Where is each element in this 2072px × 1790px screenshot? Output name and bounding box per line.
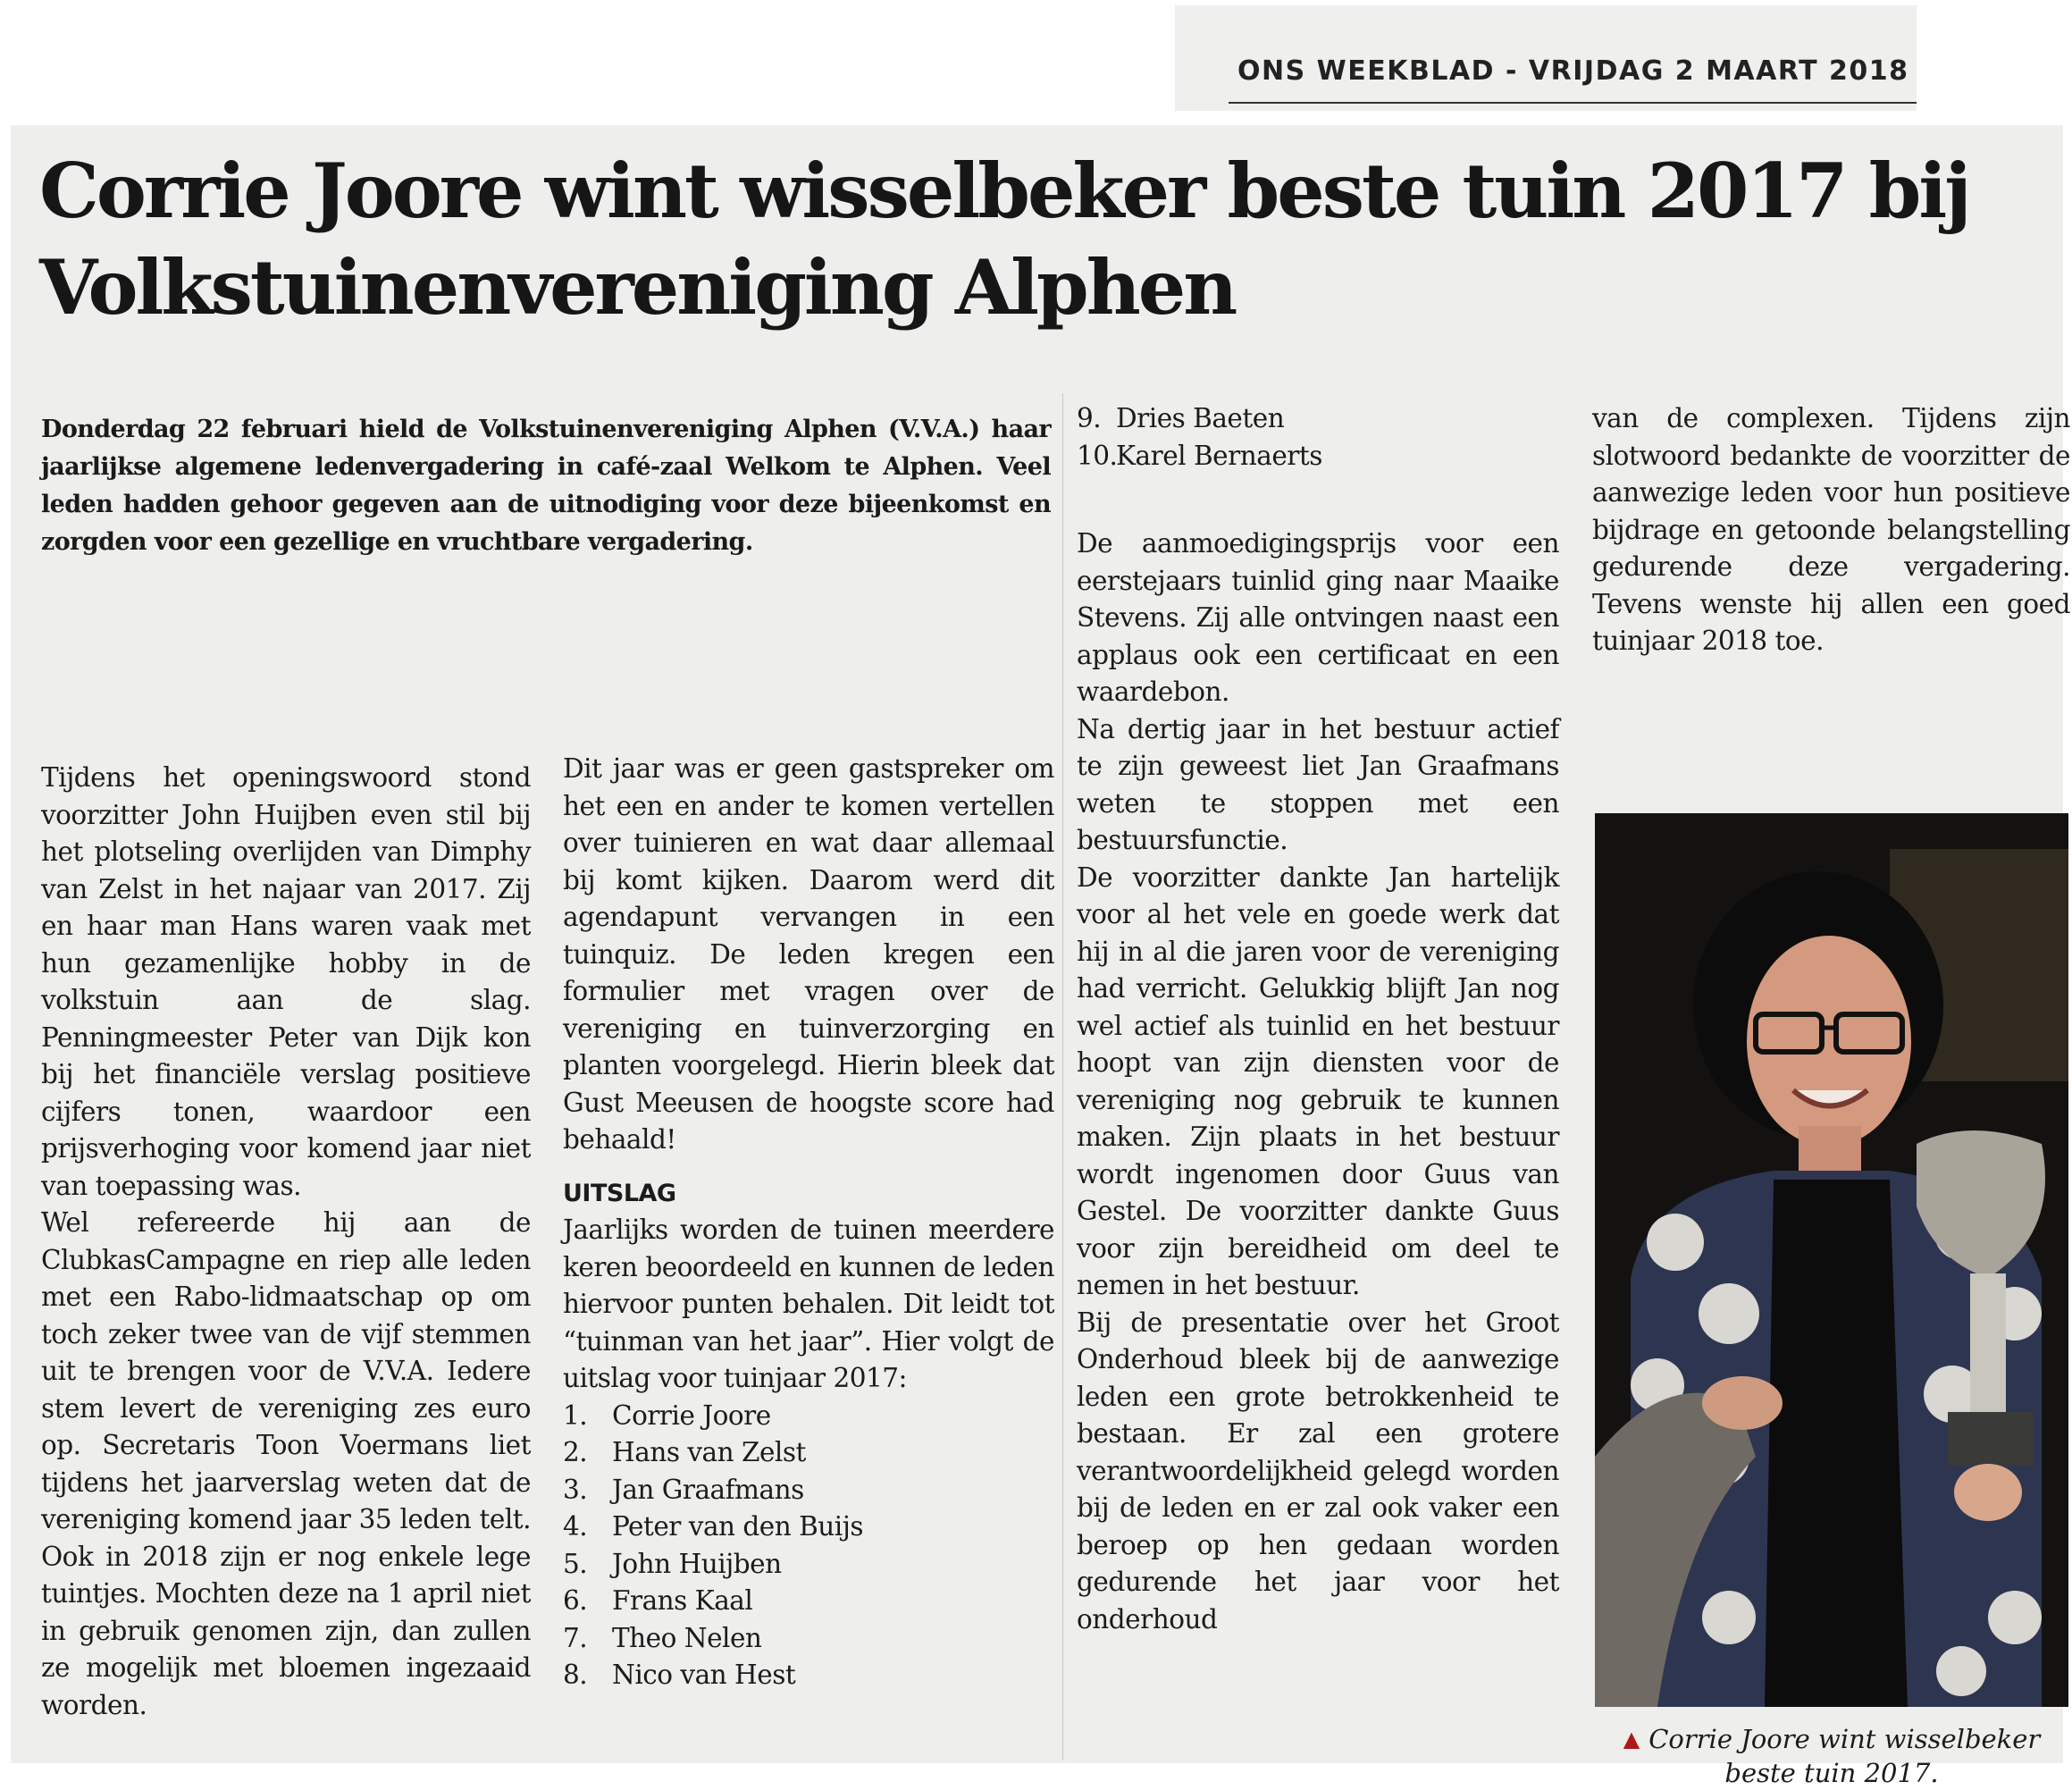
- photo-trophy-stem: [1970, 1273, 2006, 1416]
- masthead: [1175, 5, 1917, 111]
- rank: 9.: [1077, 403, 1102, 433]
- paragraph: De voorzitter dankte Jan hartelijk voor al het vele en goede werk dat hij in al die jaren voor de vereniging had verricht. Gelukkig blijft Jan nog wel actief als tuinlid en het bestuur hoopt van zijn diensten voor de vereniging nog gebruik te kunnen maken. Zijn plaats in het bestuur wordt ingenomen door Guus van Gestel. De voorzitter dankte Guus voor zijn bereidheid om deel te nemen in het bestuur.: [1077, 861, 1559, 1300]
- article-column-3: [1077, 525, 1559, 1638]
- rank: 4.: [563, 1511, 588, 1542]
- paragraph: Jaarlijks worden de tuinen meerdere keren beoordeeld en kunnen de leden hiervoor punten behalen. Dit leidt tot “tuinman van het jaar”. Hier volgt de uitslag voor tuinjaar 2017:: [563, 1214, 1054, 1393]
- standings-list-tail: [1077, 400, 1559, 475]
- list-item: [563, 1583, 1054, 1620]
- list-item: [563, 1657, 1054, 1694]
- gardener-name: Theo Nelen: [612, 1622, 762, 1653]
- photo-illustration: [1595, 813, 2068, 1707]
- rank: 7.: [563, 1622, 588, 1653]
- rank: 6.: [563, 1585, 588, 1616]
- article-column-2: [563, 751, 1054, 1694]
- gardener-name: John Huijben: [612, 1548, 782, 1579]
- gardener-name: Frans Kaal: [612, 1585, 753, 1616]
- list-item: [563, 1508, 1054, 1546]
- list-item: [563, 1472, 1054, 1509]
- rank: 2.: [563, 1437, 588, 1467]
- gardener-name: Peter van den Buijs: [612, 1511, 864, 1542]
- list-item: [563, 1398, 1054, 1435]
- gardener-name: Dries Baeten: [1116, 403, 1285, 433]
- photo-face: [1747, 936, 1911, 1147]
- gardener-name: Hans van Zelst: [612, 1437, 806, 1467]
- article-column-4: [1592, 400, 2070, 660]
- lead-paragraph: Donderdag 22 februari hield de Volkstuinenvereniging Alphen (V.V.A.) haar jaarlijkse algemene ledenvergadering in café-zaal Welkom te Alphen. Veel leden hadden gehoor gegeven aan de uitnodiging voor deze bijeenkomst en zorgden voor een gezellige en vruchtbare vergadering.: [41, 416, 1051, 556]
- list-item: [563, 1434, 1054, 1472]
- article-column-1: [41, 760, 531, 1724]
- gardener-name: Karel Bernaerts: [1116, 440, 1322, 471]
- photo-hand: [1954, 1464, 2022, 1521]
- list-item: [563, 1620, 1054, 1658]
- caption-triangle-icon: ▲: [1623, 1727, 1640, 1752]
- standings-list-continued: [1077, 400, 1559, 475]
- photo-handshake: [1702, 1376, 1783, 1430]
- photo-top: [1765, 1180, 1908, 1707]
- paragraph: Dit jaar was er geen gastspreker om het een en ander te komen vertellen over tuinieren en wat daar allemaal bij komt kijken. Daarom werd dit agendapunt vervangen in een tuinquiz. De leden kregen een formulier met vragen over de vereniging en tuinverzorging en planten voorgelegd. Hierin bleek dat Gust Meeusen de hoogste score had behaald!: [563, 753, 1054, 1155]
- gardener-name: Nico van Hest: [612, 1660, 796, 1690]
- paragraph: Na dertig jaar in het bestuur actief te zijn geweest liet Jan Graafmans weten te stoppen met een bestuursfunctie.: [1077, 713, 1559, 855]
- photo-caption: [1595, 1722, 2068, 1790]
- newspaper-clipping: [11, 125, 2070, 1788]
- masthead-rule: [1229, 102, 1917, 104]
- headline: Corrie Joore wint wisselbeker beste tuin 2017 bij Volkstuinenvereniging Alphen: [39, 147, 1969, 332]
- rank: 1.: [563, 1399, 588, 1431]
- rank: 3.: [563, 1474, 588, 1505]
- column-divider: [1062, 393, 1063, 1761]
- photo-trophy-winner: [1595, 813, 2068, 1707]
- paragraph: Tijdens het openingswoord stond voorzitter John Huijben even stil bij het plotseling overlijden van Dimphy van Zelst in het najaar van 2017. Zij en haar man Hans waren vaak met hun gezamenlijke hobby in de volkstuin aan de slag. Penningmeester Peter van Dijk kon bij het financiële verslag positieve cijfers tonen, waardoor een prijsverhoging voor komend jaar niet van toepassing was.: [41, 762, 531, 1201]
- rank: 8.: [563, 1660, 588, 1690]
- list-item: [1077, 400, 1559, 438]
- paragraph: Bij de presentatie over het Groot Onderhoud bleek bij de aanwezige leden een grote betrokkenheid te bestaan. Er zal een grotere verantwoordelijkheid gelegd worden bij de leden en er zal ook vaker een beroep op hen gedaan worden gedurende het jaar voor het onderhoud: [1077, 1307, 1559, 1635]
- masthead-text: ONS WEEKBLAD - VRIJDAG 2 MAART 2018: [1237, 55, 1909, 87]
- standings-list: [563, 1398, 1054, 1694]
- caption-text: Corrie Joore wint wisselbeker beste tuin 2017.: [1648, 1724, 2041, 1788]
- gardener-name: Corrie Joore: [612, 1399, 771, 1431]
- rank: 5.: [563, 1548, 588, 1579]
- list-item: [1077, 438, 1559, 475]
- subheading: UITSLAG: [563, 1179, 676, 1207]
- rank: 10.: [1077, 440, 1118, 471]
- gardener-name: Jan Graafmans: [612, 1474, 804, 1505]
- list-item: [563, 1546, 1054, 1584]
- paragraph: De aanmoedigingsprijs voor een eerstejaars tuinlid ging naar Maaike Stevens. Zij alle ontvingen naast een applaus ook een certificaat en een waardebon.: [1077, 528, 1559, 707]
- paragraph: Wel refereerde hij aan de ClubkasCampagne en riep alle leden met een Rabo-lidmaatschap op om toch zeker twee van de vijf stemmen uit te brengen voor de V.V.A. Iedere stem levert de vereniging zes euro op. Secretaris Toon Voermans liet tijdens het jaarverslag weten dat de vereniging komend jaar 35 leden telt. Ook in 2018 zijn er nog enkele lege tuintjes. Mochten deze na 1 april niet in gebruik genomen zijn, dan zullen ze mogelijk met bloemen ingezaaid worden.: [41, 1207, 531, 1720]
- photo-trophy-base: [1948, 1412, 2033, 1466]
- paragraph: van de complexen. Tijdens zijn slotwoord bedankte de voorzitter de aanwezige leden voor hun positieve bijdrage en getoonde belangstelling gedurende deze vergadering. Tevens wenste hij allen een goed tuinjaar 2018 toe.: [1592, 403, 2070, 656]
